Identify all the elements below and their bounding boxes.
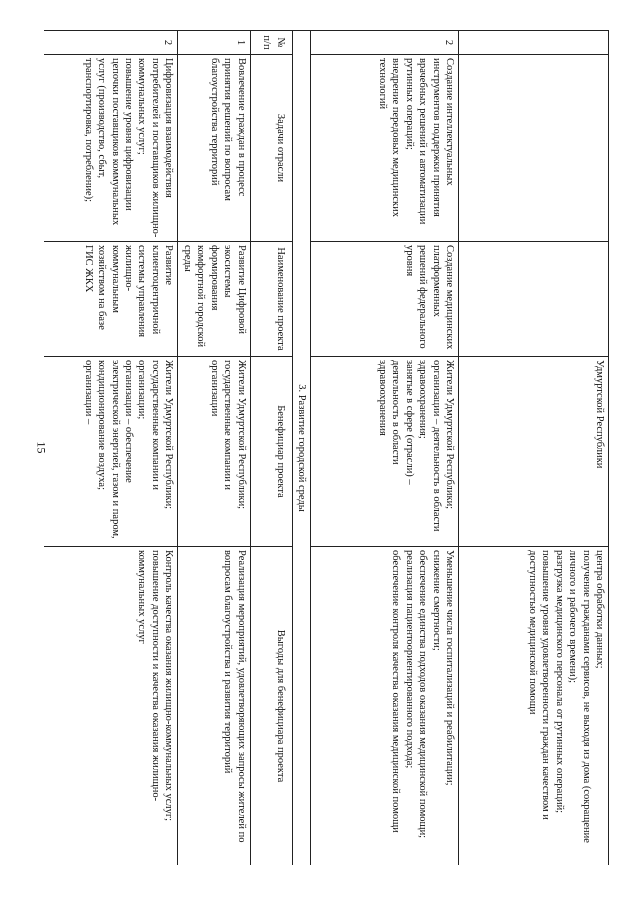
cell-num: 1 [178, 31, 250, 55]
task-line: Создание интеллектуальных инструментов поддержки принятия врачебных решений и автоматизации рутинных операций; [403, 58, 455, 225]
benefit-line: реализация пациентоориентированного подхода; [403, 550, 415, 769]
cell-benefits [459, 547, 609, 866]
cell-task [459, 55, 609, 242]
page-number: 15 [34, 441, 49, 454]
benefit-line: получение гражданами сервисов, не выходя из дома (сокращение личного и рабочего времени); [567, 550, 592, 843]
task-line: повышение уровня цифровизации цепочки поставщиков коммунальных услуг (производство, сбыт, транспортировка, потребление); [82, 58, 135, 226]
cell-project: Развитие Цифровой экосистемы формирования комфортной городской среды [178, 242, 250, 357]
section-row [292, 31, 310, 866]
cell-beneficiary [44, 357, 178, 547]
table-row [44, 31, 178, 866]
cell-benefits [44, 547, 178, 866]
table-row [178, 31, 250, 866]
beneficiary-line: организации – деятельность в области здравоохранения; [417, 360, 442, 532]
cell-num: 2 [311, 31, 459, 55]
benefit-line: повышение уровня удовлетворенности граждан качеством и доступностью медицинской помощи [526, 550, 552, 820]
benefit-line: Реализация мероприятий, удовлетворяющих запросы жителей по вопросам благоустройства и развития территорий [222, 550, 247, 843]
table-row [459, 31, 609, 866]
cell-beneficiary [178, 357, 250, 547]
benefit-line: центра обработки данных; [594, 550, 605, 669]
table-row [311, 31, 459, 866]
beneficiary-line: занятые в сфере (отрасли) – деятельность в области здравоохранения [376, 360, 415, 485]
header-benefits: Выгоды для бенефициара проекта [250, 547, 292, 866]
cell-project [459, 242, 609, 357]
beneficiary-line: государственные компании и организации; [136, 360, 161, 490]
header-project: Наименование проекта [250, 242, 292, 357]
header-task: Задачи отрасли [250, 55, 292, 242]
benefit-line: снижение смертности; [430, 550, 442, 651]
beneficiary-line: Жители Удмуртской Республики; [163, 360, 175, 510]
header-num: № п/п [250, 31, 292, 55]
beneficiary-line: организации – [82, 360, 94, 425]
benefit-line: обеспечение единства подходов оказания медицинской помощи; [417, 550, 429, 839]
cell-task: Вовлечение граждан в процесс принятия решений по вопросам благоустройства территорий [178, 55, 250, 242]
beneficiary-line: Жители Удмуртской Республики; [444, 360, 455, 510]
benefit-line: Контроль качества оказания жилищно-коммунальных услуг; [163, 550, 175, 822]
cell-task [44, 55, 178, 242]
task-line: Цифровизация взаимодействия потребителей и поставщиков жилищно-коммунальных услуг; [136, 58, 175, 238]
benefit-line: разгрузка медицинского персонала от рутинных операций; [553, 550, 565, 814]
cell-project: Создание медицинских платформенных решений федерального уровня [311, 242, 459, 357]
section-title: 3. Развитие городской среды [292, 31, 310, 866]
benefit-line: повышение доступности и качества оказания жилищно-коммунальных услуг [136, 550, 161, 802]
projects-table [44, 30, 609, 865]
cell-beneficiary [311, 357, 459, 547]
rotated-table-container [44, 30, 609, 865]
cell-benefits [311, 547, 459, 866]
beneficiary-line: государственные компании и организации [208, 360, 234, 490]
cell-benefits [178, 547, 250, 866]
task-line: внедрение передовых медицинских технологий [376, 58, 402, 218]
beneficiary-line: организации – обеспечение электрической энергией, газом и паром, кондиционирование воздуха; [96, 360, 135, 539]
cell-num: 2 [44, 31, 178, 55]
beneficiary-line: Жители Удмуртской Республики; [235, 360, 247, 510]
cell-num [459, 31, 609, 55]
benefit-line: обеспечение контроля качества оказания медицинской помощи [390, 550, 402, 833]
header-beneficiary: Бенефициар проекта [250, 357, 292, 547]
header-row [250, 31, 292, 866]
cell-task [311, 55, 459, 242]
cell-beneficiary: Удмуртской Республики [459, 357, 609, 547]
benefit-line: Уменьшение числа госпитализаций и реабилитации; [444, 550, 455, 786]
document-page [44, 30, 609, 865]
cell-project: Развитие клиентоцентричной системы управления жилищно-коммунальным хозяйством на базе ГИС ЖКХ [44, 242, 178, 357]
